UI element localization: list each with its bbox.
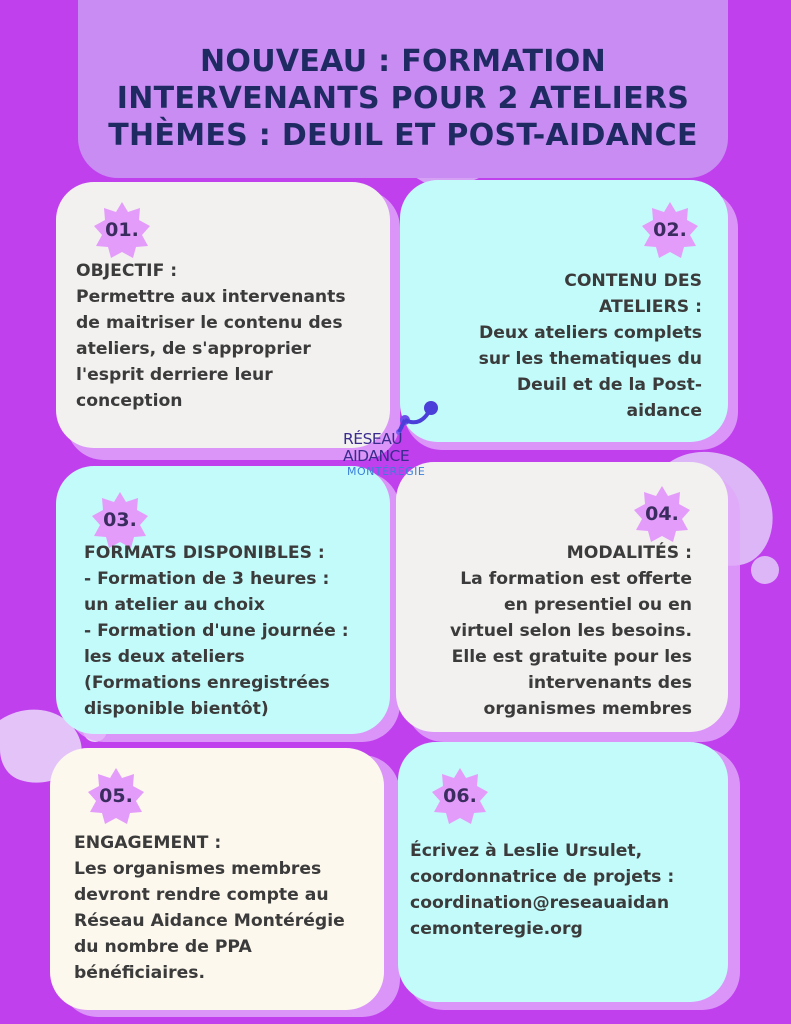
page-title bbox=[108, 25, 698, 154]
card-heading: OBJECTIF : bbox=[76, 261, 178, 281]
card-heading: CONTENU DES bbox=[564, 271, 702, 291]
badge-05 bbox=[86, 766, 146, 826]
card-line: Réseau Aidance Montérégie bbox=[74, 911, 345, 931]
card-line: Deux ateliers complets bbox=[478, 323, 702, 343]
logo-text-2: AIDANCE bbox=[343, 447, 410, 465]
card-line: l'esprit derriere leur bbox=[76, 365, 273, 385]
card-line: coordonnatrice de projets : bbox=[410, 867, 675, 887]
card-line: Permettre aux intervenants bbox=[76, 287, 346, 307]
card-line: disponible bientôt) bbox=[84, 699, 269, 719]
card-line: Les organismes membres bbox=[74, 859, 322, 879]
card-line: sur les thematiques du bbox=[478, 349, 702, 369]
card-line: bénéficiaires. bbox=[74, 963, 206, 983]
badge-02 bbox=[640, 200, 700, 260]
title-line-1: NOUVEAU : FORMATION bbox=[199, 43, 606, 79]
logo-text-1: RÉSEAU bbox=[343, 430, 403, 448]
card-line: les deux ateliers bbox=[84, 647, 245, 667]
card-line: intervenants des bbox=[527, 673, 692, 693]
card-line: de maitriser le contenu des bbox=[76, 313, 343, 333]
logo-text-3: MONTÉRÉGIE bbox=[347, 465, 426, 478]
card-heading: MODALITÉS : bbox=[566, 543, 692, 563]
card-line: (Formations enregistrées bbox=[84, 673, 330, 693]
card-line: Elle est gratuite pour les bbox=[451, 647, 692, 667]
badge-number: 04. bbox=[645, 503, 679, 525]
reseau-aidance-logo bbox=[335, 398, 455, 498]
title-line-2: INTERVENANTS POUR 2 ATELIERS bbox=[116, 80, 690, 116]
card-line: devront rendre compte au bbox=[74, 885, 329, 905]
card-line: - Formation de 3 heures : bbox=[84, 569, 330, 589]
title-line-3: THÈMES : DEUIL ET POST-AIDANCE bbox=[108, 117, 698, 153]
badge-number: 05. bbox=[99, 785, 133, 807]
card-line: Deuil et de la Post- bbox=[516, 375, 702, 395]
card-line: du nombre de PPA bbox=[74, 937, 252, 957]
badge-06 bbox=[430, 766, 490, 826]
card-line: ateliers, de s'approprier bbox=[76, 339, 311, 359]
badge-number: 01. bbox=[105, 219, 139, 241]
card-line: - Formation d'une journée : bbox=[84, 621, 349, 641]
contact-email-part-1[interactable]: coordination@reseauaidan bbox=[410, 893, 670, 913]
card-line: virtuel selon les besoins. bbox=[449, 621, 692, 641]
card-modalites-text bbox=[400, 540, 692, 722]
card-line: Écrivez à Leslie Ursulet, bbox=[410, 841, 643, 861]
card-line: un atelier au choix bbox=[84, 595, 265, 615]
contact-email-part-2[interactable]: cemonteregie.org bbox=[410, 919, 583, 939]
badge-number: 06. bbox=[443, 785, 477, 807]
card-heading: ATELIERS : bbox=[599, 297, 702, 317]
card-line: La formation est offerte bbox=[460, 569, 692, 589]
badge-number: 03. bbox=[103, 509, 137, 531]
card-engagement-text bbox=[74, 830, 386, 986]
card-line: aidance bbox=[626, 401, 702, 421]
badge-number: 02. bbox=[653, 219, 687, 241]
card-heading: FORMATS DISPONIBLES : bbox=[84, 543, 325, 563]
card-formats-text bbox=[84, 540, 390, 722]
badge-04 bbox=[632, 484, 692, 544]
card-objectif-text bbox=[76, 258, 396, 414]
card-line: en presentiel ou en bbox=[504, 595, 692, 615]
card-heading: ENGAGEMENT : bbox=[74, 833, 222, 853]
page-header bbox=[78, 0, 728, 178]
card-contact-text bbox=[410, 838, 726, 942]
card-line: organismes membres bbox=[483, 699, 692, 719]
badge-01 bbox=[92, 200, 152, 260]
card-line: conception bbox=[76, 391, 183, 411]
